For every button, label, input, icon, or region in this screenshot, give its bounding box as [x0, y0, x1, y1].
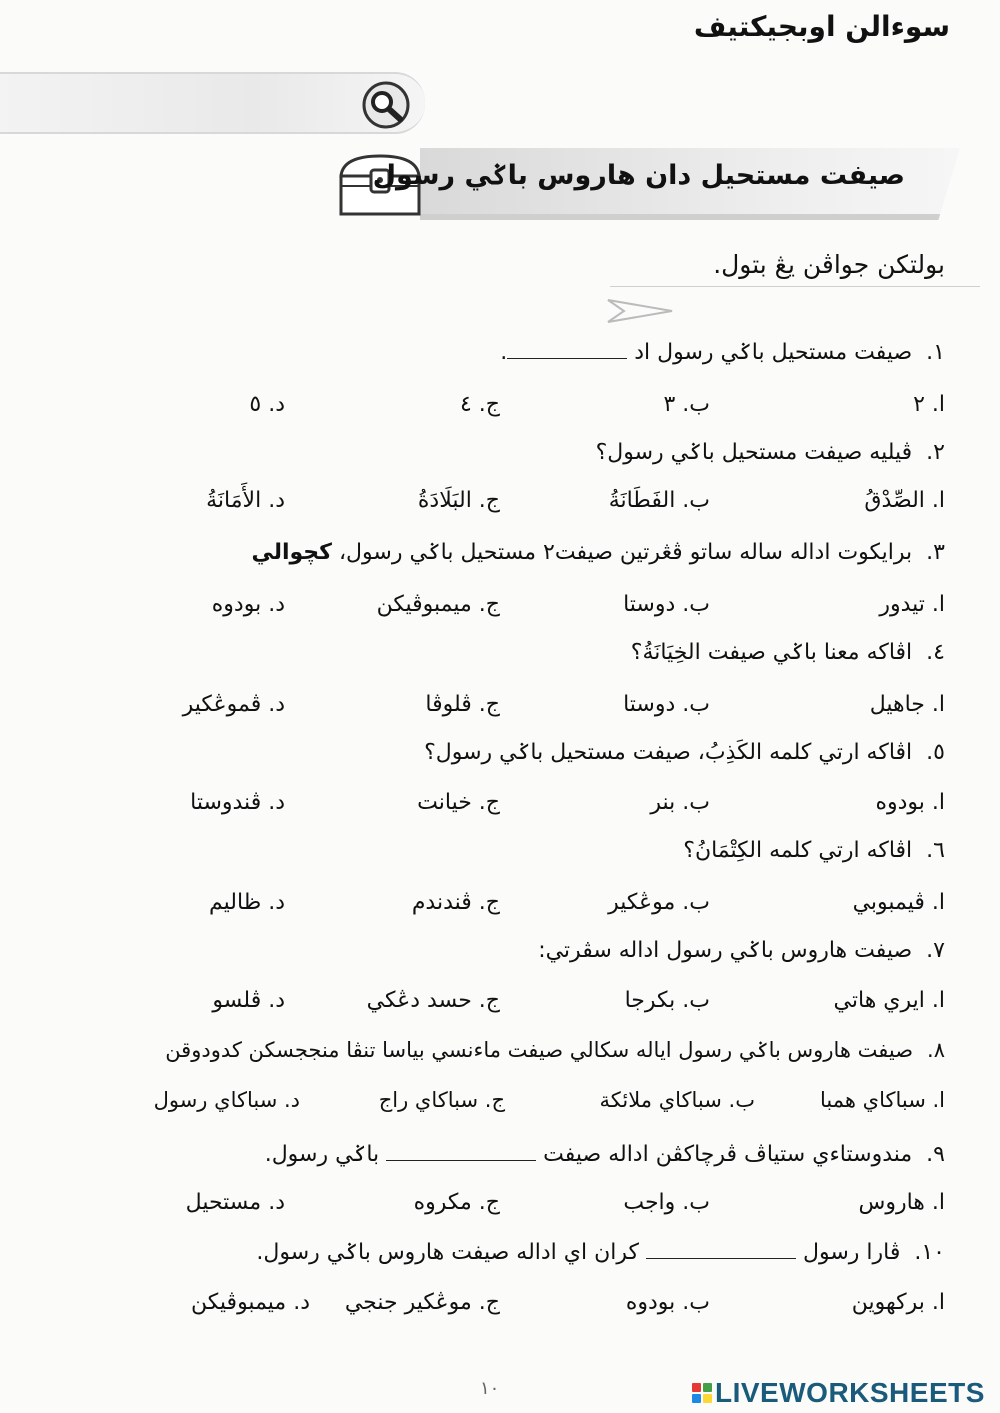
option-c[interactable]: ج. موڠکير جنجي	[344, 1290, 500, 1315]
page-number: ١٠	[480, 1378, 500, 1399]
logo-squares-icon	[692, 1383, 712, 1403]
option-b[interactable]: ب. سباکاي ملائکة	[599, 1088, 755, 1112]
option-a[interactable]: ا. جاهيل	[869, 692, 945, 717]
option-c[interactable]: ج. حسد دڠکي	[366, 988, 500, 1013]
option-a[interactable]: ا. هاروس	[858, 1190, 945, 1215]
question-9: ٩.مندوستاءي ستياڤ ڤرچاکڤن اداله صيفت باݢي رسول.	[264, 1142, 945, 1167]
option-b[interactable]: ب. بکرجا	[624, 988, 710, 1013]
option-d[interactable]: د. مستحيل	[185, 1190, 285, 1215]
divider	[610, 286, 980, 287]
option-d[interactable]: د. بودوه	[211, 592, 285, 617]
option-b[interactable]: ب. الفَطَانَةُ	[608, 488, 710, 513]
option-c[interactable]: ج. ڤلوڤا	[425, 692, 500, 717]
option-a[interactable]: ا. تيدور	[879, 592, 945, 617]
brand-name: LIVEWORKSHEETS	[715, 1377, 985, 1408]
question-10: ١٠.ڤارا رسول کران اي اداله صيفت هاروس باݢي رسول.	[256, 1240, 945, 1265]
option-d[interactable]: د. الأَمَانَةُ	[206, 488, 285, 513]
option-b[interactable]: ب. ٣	[663, 392, 710, 417]
option-c[interactable]: ج. ميمبوڤيکن	[376, 592, 500, 617]
magnifier-icon	[358, 80, 414, 130]
question-8: ٨.صيفت هاروس باݢي رسول اياله سکالي صيفت ماءنسي بياسا تنڤا منججسکن کدودوقن	[165, 1038, 945, 1062]
arrow-icon	[606, 296, 676, 326]
liveworksheets-logo[interactable]	[692, 1378, 985, 1408]
option-d[interactable]: د. ڤلسو	[212, 988, 285, 1013]
option-d[interactable]: د. ٥	[249, 392, 285, 417]
option-c[interactable]: ج. سباکاي راج	[378, 1088, 505, 1112]
section-title: سوءالن اوبجيکتيف	[693, 10, 950, 43]
option-d[interactable]: د. ظاليم	[209, 890, 285, 915]
topic-title: صيفت مستحيل دان هاروس باݢي رسول	[372, 160, 905, 191]
instruction-text: بولتکن جواڤن يڠ بتول.	[713, 250, 945, 279]
option-d[interactable]: د. ميمبوڤيکن	[191, 1290, 310, 1315]
option-d[interactable]: د. ڤموڠکير	[182, 692, 285, 717]
answer-blank[interactable]	[646, 1238, 796, 1259]
option-a[interactable]: ا. ٢	[913, 392, 945, 417]
option-b[interactable]: ب. دوستا	[623, 692, 710, 717]
option-b[interactable]: ب. دوستا	[623, 592, 710, 617]
question-4: ٤.اڤاکه معنا باݢي صيفت الخِيَانَةُ؟	[630, 640, 945, 665]
option-b[interactable]: ب. بنر	[650, 790, 710, 815]
option-a[interactable]: ا. بودوه	[875, 790, 945, 815]
question-7: ٧.صيفت هاروس باݢي رسول اداله سڤرتي:	[538, 938, 945, 963]
option-a[interactable]: ا. برکهوين	[851, 1290, 945, 1315]
option-c[interactable]: ج. مکروه	[413, 1190, 500, 1215]
option-a[interactable]: ا. الصِّدْقُ	[864, 488, 945, 513]
emphasis-word: کچوالي	[251, 540, 332, 565]
option-d[interactable]: د. ڤندوستا	[190, 790, 285, 815]
option-a[interactable]: ا. ايري هاتي	[833, 988, 945, 1013]
option-b[interactable]: ب. واجب	[623, 1190, 710, 1215]
option-d[interactable]: د. سباکاي رسول	[153, 1088, 300, 1112]
option-c[interactable]: ج. ٤	[459, 392, 500, 417]
option-c[interactable]: ج. البَلَادَةُ	[417, 488, 500, 513]
option-c[interactable]: ج. ڤندندم	[411, 890, 500, 915]
option-b[interactable]: ب. بودوه	[625, 1290, 710, 1315]
question-2: ٢.ڤيليه صيفت مستحيل باݢي رسول؟	[595, 440, 945, 465]
question-1: ١.صيفت مستحيل باݢي رسول اد .	[500, 340, 945, 365]
option-a[interactable]: ا. سباکاي همبا	[820, 1088, 945, 1112]
answer-blank[interactable]	[386, 1140, 536, 1161]
question-3: ٣.برايکوت اداله ساله ساتو ڤڠرتين صيفت٢ مستحيل باݢي رسول، کچوالي	[251, 540, 945, 565]
option-b[interactable]: ب. موڠکير	[608, 890, 710, 915]
answer-blank[interactable]	[507, 338, 627, 359]
option-c[interactable]: ج. خيانت	[417, 790, 500, 815]
question-6: ٦.اڤاکه ارتي کلمه الكِتْمَانُ؟	[683, 838, 945, 863]
question-5: ٥.اڤاکه ارتي کلمه الكَذِبُ، صيفت مستحيل باݢي رسول؟	[424, 740, 945, 765]
option-a[interactable]: ا. ڤيمبوبي	[852, 890, 945, 915]
